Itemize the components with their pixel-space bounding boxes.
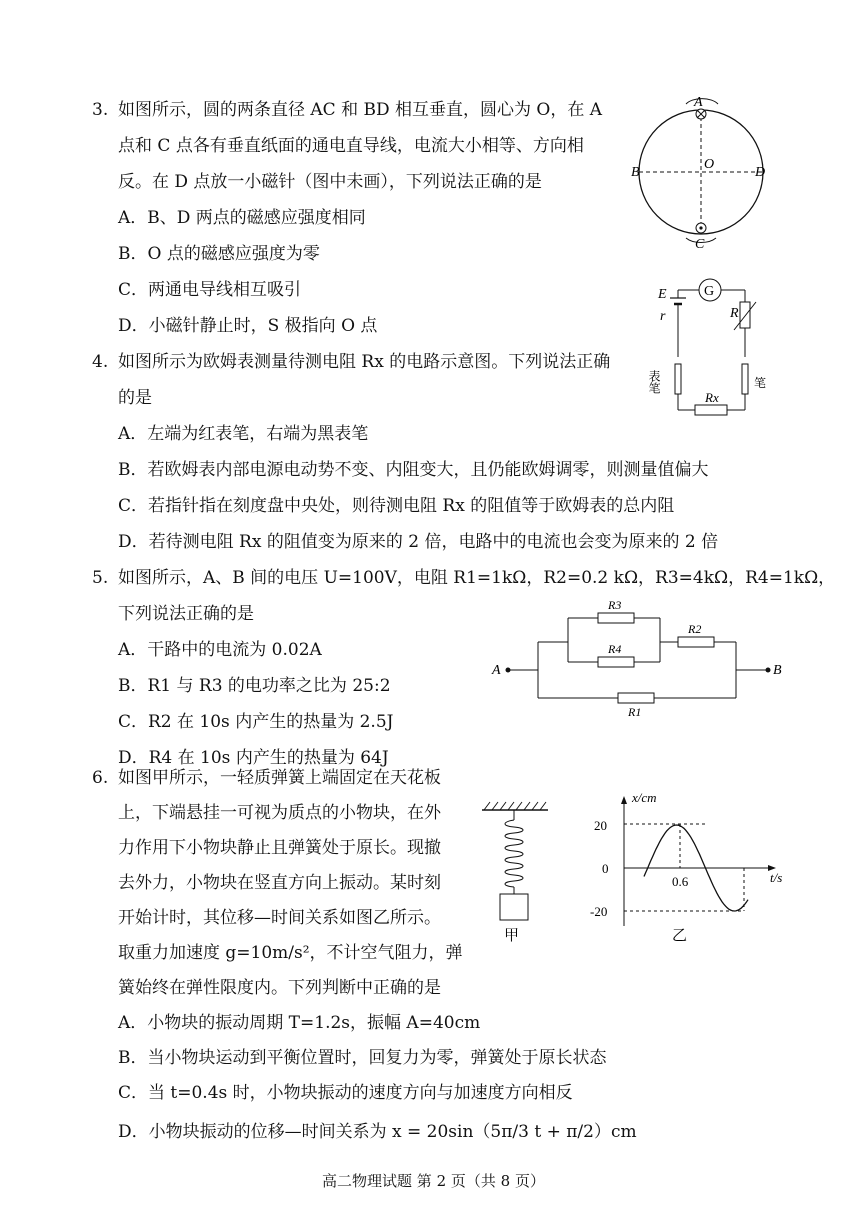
q6-option-c: C．当 t=0.4s 时，小物块振动的速度方向与加速度方向相反 — [118, 1083, 573, 1103]
q5-label-r1: R1 — [628, 705, 642, 719]
q3-label-b: B — [631, 165, 640, 180]
q5-number: 5. — [92, 568, 109, 588]
q4-option-b: B．若欧姆表内部电源电动势不变、内阻变大，且仍能欧姆调零，则测量值偏大 — [118, 460, 709, 480]
q4-option-c: C．若指针指在刻度盘中央处，则待测电阻 Rx 的阻值等于欧姆表的总内阻 — [118, 496, 675, 516]
q6-stem-line-2: 上，下端悬挂一可视为质点的小物块，在外 — [118, 803, 441, 823]
q6-xt-graph — [584, 790, 794, 942]
q6-graph-ylabel: x/cm — [632, 790, 657, 805]
q3-label-c: C — [695, 237, 705, 252]
q4-left-pen-label: 表笔 — [647, 370, 661, 394]
q3-option-c: C．两通电导线相互吸引 — [118, 280, 302, 300]
q5-label-b: B — [773, 663, 782, 678]
q4-stem-line-1: 如图所示为欧姆表测量待测电阻 Rx 的电路示意图。下列说法正确 — [118, 352, 611, 372]
q3-label-o: O — [704, 157, 715, 172]
q6-stem-line-4: 去外力，小物块在竖直方向上振动。某时刻 — [118, 873, 441, 893]
q6-spring-figure — [476, 798, 556, 948]
q6-graph-ytick-0: 0 — [602, 861, 609, 876]
q3-label-a: A — [694, 95, 703, 110]
q6-stem-line-7: 簧始终在弹性限度内。下列判断中正确的是 — [118, 978, 441, 998]
q3-stem-line-3: 反。在 D 点放一小磁针（图中未画），下列说法正确的是 — [118, 172, 542, 192]
q4-option-a: A．左端为红表笔，右端为黑表笔 — [118, 424, 369, 444]
q4-option-d: D．若待测电阻 Rx 的阻值变为原来的 2 倍，电路中的电流也会变为原来的 2 倍 — [118, 532, 719, 552]
q3-label-d: D — [755, 165, 766, 180]
q6-graph-ytick-20: 20 — [594, 818, 607, 833]
page-footer: 高二物理试题 第 2 页（共 8 页） — [322, 1172, 545, 1190]
q6-stem-line-1: 如图甲所示，一轻质弹簧上端固定在天花板 — [118, 768, 441, 788]
q3-option-a: A．B、D 两点的磁感应强度相同 — [118, 208, 366, 228]
q5-option-d: D．R4 在 10s 内产生的热量为 64J — [118, 748, 389, 768]
q3-circle-figure — [628, 92, 778, 252]
q5-label-r2: R2 — [688, 622, 702, 636]
q6-graph-ytick-neg20: -20 — [590, 904, 608, 919]
q6-option-d: D．小物块振动的位移—时间关系为 x = 20sin（5π/3 t + π/2）cm — [118, 1122, 637, 1142]
q5-stem-line-1: 如图所示，A、B 间的电压 U=100V，电阻 R1=1kΩ，R2=0.2 kΩ，R3=4kΩ，R4=1kΩ， — [118, 568, 836, 588]
q5-option-b: B．R1 与 R3 的电功率之比为 25:2 — [118, 676, 391, 696]
q5-option-c: C．R2 在 10s 内产生的热量为 2.5J — [118, 712, 394, 732]
q4-label-g: G — [704, 284, 715, 299]
q3-number: 3. — [92, 100, 109, 120]
q6-stem-line-6: 取重力加速度 g=10m/s²，不计空气阻力，弹 — [118, 943, 463, 963]
q6-graph-xlabel: t/s — [770, 870, 783, 885]
q5-label-r3: R3 — [608, 598, 622, 612]
q5-circuit-figure — [488, 596, 788, 726]
q5-label-r4: R4 — [608, 642, 622, 656]
q3-stem-line-1: 如图所示，圆的两条直径 AC 和 BD 相互垂直，圆心为 O，在 A — [118, 100, 603, 120]
q6-jia-label: 甲 — [504, 928, 520, 944]
q4-ohmmeter-figure — [647, 272, 770, 422]
q3-option-d: D．小磁针静止时，S 极指向 O 点 — [118, 316, 378, 336]
q4-number: 4. — [92, 352, 109, 372]
q6-stem-line-3: 力作用下小物块静止且弹簧处于原长。现撤 — [118, 838, 441, 858]
q4-stem-line-2: 的是 — [118, 388, 152, 408]
q4-right-pen-label: 笔 — [754, 376, 767, 390]
q5-option-a: A．干路中的电流为 0.02A — [118, 640, 322, 660]
q4-label-big-r: R — [730, 306, 739, 321]
q6-option-a: A．小物块的振动周期 T=1.2s，振幅 A=40cm — [118, 1013, 481, 1033]
q3-option-b: B．O 点的磁感应强度为零 — [118, 244, 320, 264]
q6-number: 6. — [92, 768, 109, 788]
q4-label-rx: Rx — [705, 390, 719, 405]
q4-label-e: E — [658, 287, 667, 302]
q6-graph-xtick: 0.6 — [672, 874, 689, 889]
q5-stem-line-2: 下列说法正确的是 — [118, 604, 254, 624]
q6-yi-label: 乙 — [672, 928, 688, 944]
q4-label-r: r — [660, 309, 666, 324]
q6-option-b: B．当小物块运动到平衡位置时，回复力为零，弹簧处于原长状态 — [118, 1048, 607, 1068]
q3-stem-line-2: 点和 C 点各有垂直纸面的通电直导线，电流大小相等、方向相 — [118, 136, 584, 156]
q6-stem-line-5: 开始计时，其位移—时间关系如图乙所示。 — [118, 908, 441, 928]
q5-label-a: A — [492, 663, 501, 678]
